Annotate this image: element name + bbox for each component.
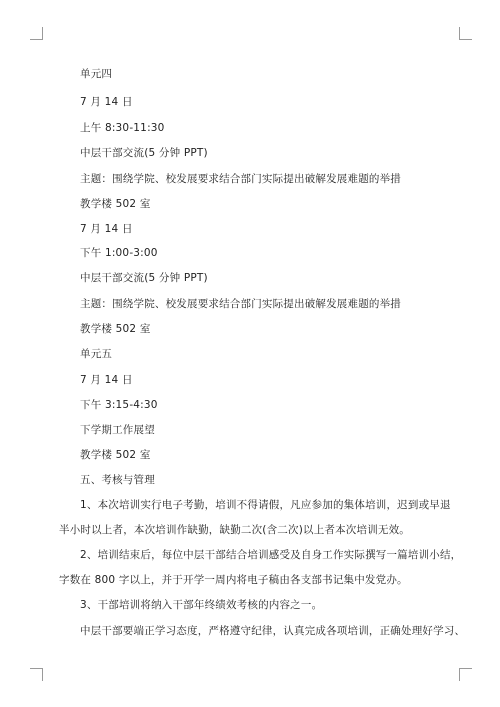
- paragraph-line: 1、本次培训实行电子考勤，培训不得请假，凡应参加的集体培训，迟到或早退: [80, 499, 451, 511]
- crop-mark-top-right: [459, 27, 472, 40]
- session-title: 中层干部交流(5 分钟 PPT): [80, 272, 208, 284]
- time-line: 下午 1:00-3:00: [80, 247, 158, 259]
- date-line: 7 月 14 日: [80, 223, 133, 235]
- paragraph-line: 半小时以上者，本次培训作缺勤，缺勤二次(含二次)以上者本次培训无效。: [59, 524, 410, 536]
- paragraph-line: 中层干部要端正学习态度，严格遵守纪律，认真完成各项培训，正确处理好学习、: [80, 625, 466, 637]
- location-line: 教学楼 502 室: [80, 323, 151, 335]
- crop-mark-bottom-right: [459, 668, 472, 681]
- date-line: 7 月 14 日: [80, 96, 133, 108]
- paragraph-line: 字数在 800 字以上，并于开学一周内将电子稿由各支部书记集中发党办。: [59, 574, 408, 586]
- paragraph-line: 2、培训结束后，每位中层干部结合培训感受及自身工作实际撰写一篇培训小结，: [80, 549, 462, 561]
- crop-mark-bottom-left: [30, 668, 43, 681]
- section-heading: 五、考核与管理: [80, 474, 155, 486]
- time-line: 下午 3:15-4:30: [80, 399, 158, 411]
- session-title: 中层干部交流(5 分钟 PPT): [80, 147, 208, 159]
- paragraph-line: 3、干部培训将纳入干部年终绩效考核的内容之一。: [80, 599, 323, 611]
- date-line: 7 月 14 日: [80, 374, 133, 386]
- location-line: 教学楼 502 室: [80, 449, 151, 461]
- session-theme: 主题：围绕学院、校发展要求结合部门实际提出破解发展难题的举措: [80, 173, 401, 185]
- location-line: 教学楼 502 室: [80, 198, 151, 210]
- crop-mark-top-left: [30, 27, 43, 40]
- session-title: 下学期工作展望: [80, 424, 155, 436]
- unit-heading: 单元四: [80, 68, 113, 80]
- time-line: 上午 8:30-11:30: [80, 122, 165, 134]
- unit-heading: 单元五: [80, 348, 113, 360]
- session-theme: 主题：围绕学院、校发展要求结合部门实际提出破解发展难题的举措: [80, 298, 401, 310]
